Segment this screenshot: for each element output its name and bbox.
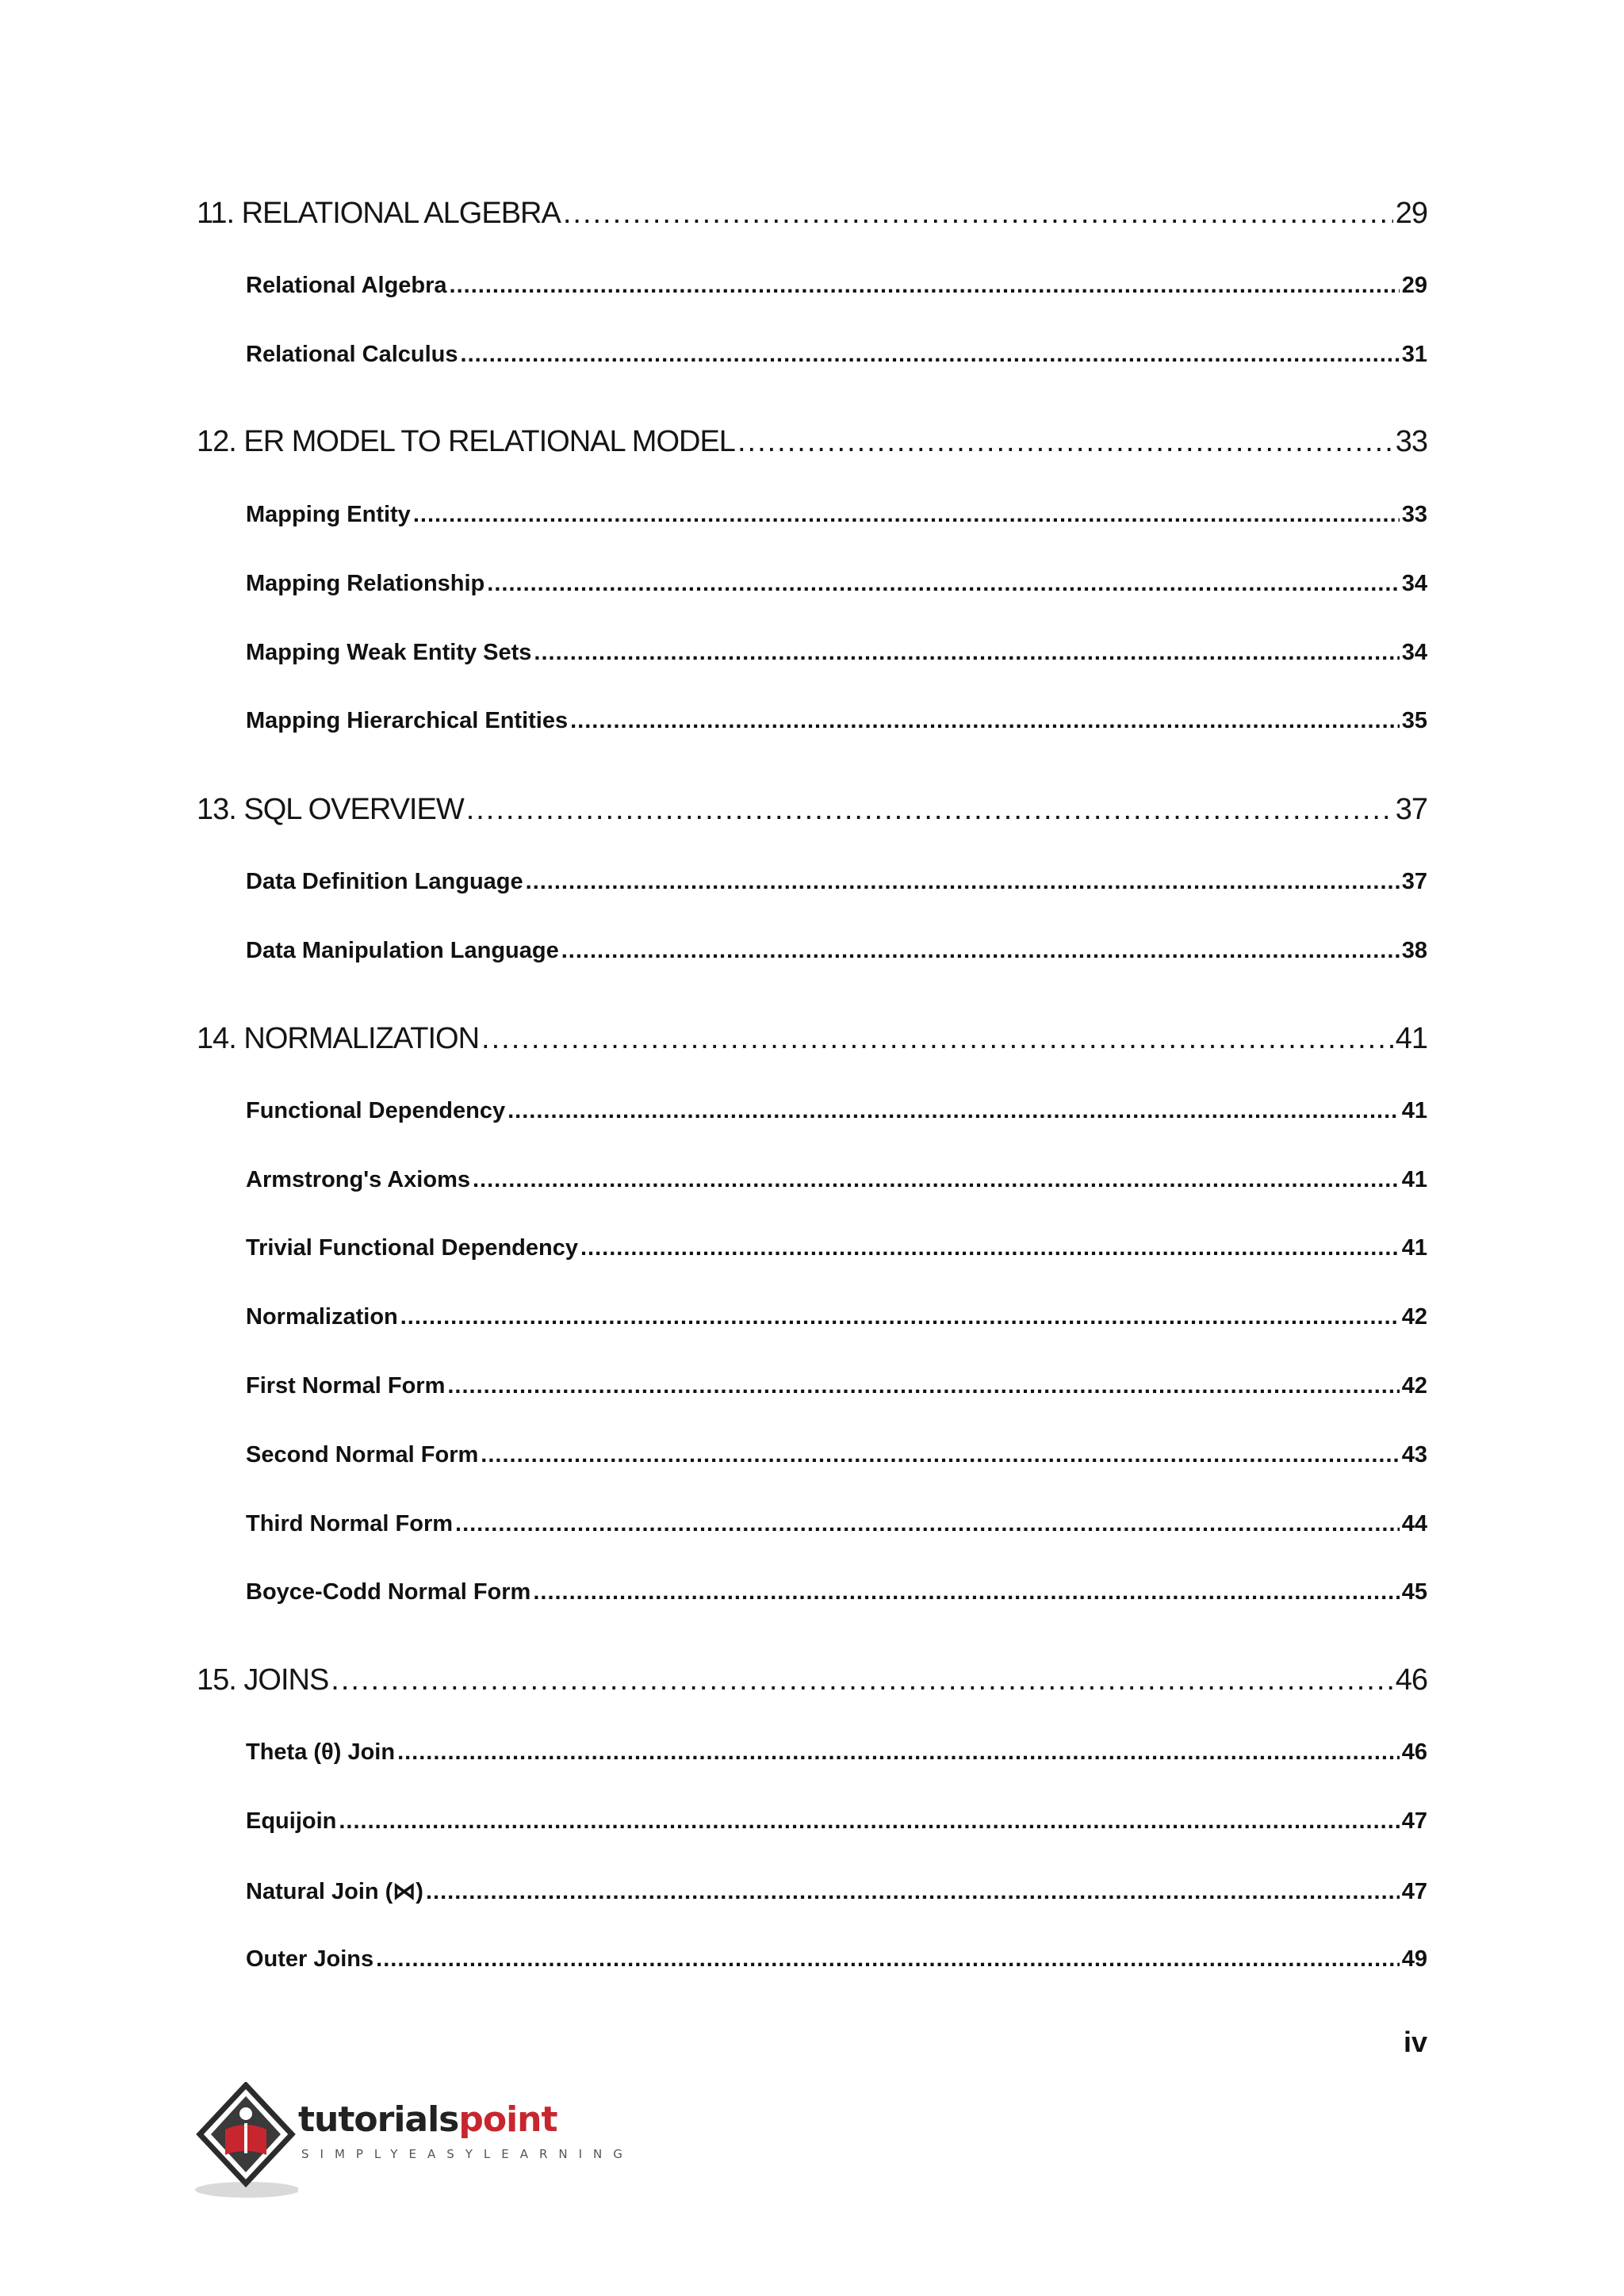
dot-leader bbox=[455, 1511, 1400, 1537]
toc-page-number: 33 bbox=[1395, 425, 1427, 458]
dot-leader bbox=[339, 1808, 1399, 1835]
toc-chapter[interactable] bbox=[197, 1022, 1427, 1056]
dot-leader bbox=[563, 197, 1393, 231]
toc-label: 14. NORMALIZATION bbox=[197, 1022, 480, 1055]
toc-section[interactable] bbox=[246, 273, 1427, 299]
toc-label: Normalization bbox=[246, 1304, 398, 1330]
toc-label: Mapping Weak Entity Sets bbox=[246, 640, 532, 665]
tutorialspoint-logo bbox=[193, 2082, 634, 2201]
toc-page-number: 33 bbox=[1401, 502, 1427, 527]
toc-section[interactable] bbox=[246, 869, 1427, 895]
toc-section[interactable] bbox=[246, 640, 1427, 666]
toc-label: Theta (θ) Join bbox=[246, 1739, 396, 1765]
toc-page-number: 29 bbox=[1395, 197, 1427, 230]
toc-label: Data Manipulation Language bbox=[246, 938, 559, 963]
toc-section[interactable] bbox=[246, 1167, 1427, 1193]
dot-leader bbox=[450, 273, 1400, 299]
toc-page-number: 45 bbox=[1401, 1579, 1427, 1605]
page-number: iv bbox=[1403, 2026, 1427, 2058]
toc-page-number: 38 bbox=[1401, 938, 1427, 963]
dot-leader bbox=[561, 938, 1400, 964]
dot-leader bbox=[397, 1739, 1400, 1766]
dot-leader bbox=[487, 571, 1399, 597]
toc-label: Relational Calculus bbox=[246, 342, 458, 367]
toc-page-number: 49 bbox=[1401, 1946, 1427, 1972]
toc-page-number: 29 bbox=[1401, 273, 1427, 298]
toc-label: Trivial Functional Dependency bbox=[246, 1235, 578, 1261]
dot-leader bbox=[481, 1442, 1399, 1468]
toc-chapter[interactable] bbox=[197, 197, 1427, 231]
toc-label: Second Normal Form bbox=[246, 1442, 479, 1468]
dot-leader bbox=[534, 640, 1399, 666]
logo-wordmark: tutorialspoint bbox=[298, 2099, 557, 2140]
toc-page-number: 41 bbox=[1395, 1022, 1427, 1055]
toc-label: Armstrong's Axioms bbox=[246, 1167, 470, 1192]
toc-section[interactable] bbox=[246, 1442, 1427, 1468]
toc-page-number: 35 bbox=[1401, 708, 1427, 733]
toc-chapter[interactable] bbox=[197, 425, 1427, 459]
dot-leader bbox=[526, 869, 1400, 895]
toc-label: First Normal Form bbox=[246, 1373, 446, 1399]
toc-label: Mapping Entity bbox=[246, 502, 411, 527]
toc-section[interactable] bbox=[246, 1877, 1427, 1905]
dot-leader bbox=[508, 1098, 1400, 1124]
logo-diamond-icon bbox=[193, 2082, 298, 2201]
dot-leader bbox=[737, 425, 1393, 459]
dot-leader bbox=[466, 793, 1393, 827]
toc-section[interactable] bbox=[246, 1304, 1427, 1330]
toc-page-number: 37 bbox=[1395, 793, 1427, 826]
toc-label: Equijoin bbox=[246, 1808, 337, 1834]
toc-page-number: 47 bbox=[1401, 1808, 1427, 1834]
toc-page-number: 42 bbox=[1401, 1304, 1427, 1330]
toc-chapter[interactable] bbox=[197, 1663, 1427, 1697]
toc-page-number: 41 bbox=[1401, 1098, 1427, 1123]
toc-section[interactable] bbox=[246, 938, 1427, 964]
dot-leader bbox=[426, 1879, 1400, 1905]
toc-page-number: 34 bbox=[1401, 640, 1427, 665]
dot-leader bbox=[331, 1663, 1392, 1697]
toc-section[interactable] bbox=[246, 1235, 1427, 1261]
toc-page-number: 42 bbox=[1401, 1373, 1427, 1399]
dot-leader bbox=[413, 502, 1400, 528]
toc-section[interactable] bbox=[246, 1739, 1427, 1766]
toc-page-number: 44 bbox=[1401, 1511, 1427, 1536]
toc-label: Natural Join (⋈) bbox=[246, 1879, 423, 1904]
toc-label: 12. ER MODEL TO RELATIONAL MODEL bbox=[197, 425, 735, 458]
toc-chapter[interactable] bbox=[197, 793, 1427, 827]
toc-label: Functional Dependency bbox=[246, 1098, 506, 1123]
toc-section[interactable] bbox=[246, 1579, 1427, 1605]
toc-label: 11. RELATIONAL ALGEBRA bbox=[197, 197, 561, 230]
toc-section[interactable] bbox=[246, 342, 1427, 368]
toc-section[interactable] bbox=[246, 1946, 1427, 1973]
dot-leader bbox=[533, 1579, 1399, 1605]
toc-page-number: 41 bbox=[1401, 1167, 1427, 1192]
toc-page-number: 43 bbox=[1401, 1442, 1427, 1468]
toc-section[interactable] bbox=[246, 1373, 1427, 1399]
toc-page-number: 41 bbox=[1401, 1235, 1427, 1261]
logo-tagline: SIMPLYEASYLEARNING bbox=[301, 2147, 634, 2161]
dot-leader bbox=[461, 342, 1400, 368]
toc-label: Third Normal Form bbox=[246, 1511, 454, 1536]
toc-page-number: 34 bbox=[1401, 571, 1427, 596]
toc-label: Relational Algebra bbox=[246, 273, 447, 298]
toc-section[interactable] bbox=[246, 1808, 1427, 1835]
dot-leader bbox=[580, 1235, 1400, 1261]
toc-label: Mapping Hierarchical Entities bbox=[246, 708, 569, 733]
toc-section[interactable] bbox=[246, 1511, 1427, 1537]
toc-section[interactable] bbox=[246, 571, 1427, 597]
dot-leader bbox=[481, 1022, 1393, 1056]
toc-page-number: 47 bbox=[1401, 1879, 1427, 1904]
toc-label: Data Definition Language bbox=[246, 869, 523, 894]
toc-label: 13. SQL OVERVIEW bbox=[197, 793, 464, 826]
dot-leader bbox=[447, 1373, 1399, 1399]
dot-leader bbox=[400, 1304, 1400, 1330]
toc-section[interactable] bbox=[246, 502, 1427, 528]
toc-page-number: 31 bbox=[1401, 342, 1427, 367]
dot-leader bbox=[376, 1946, 1400, 1973]
toc-label: 15. JOINS bbox=[197, 1663, 329, 1697]
toc-page-number: 46 bbox=[1401, 1739, 1427, 1765]
toc-section[interactable] bbox=[246, 1098, 1427, 1124]
toc-label: Mapping Relationship bbox=[246, 571, 485, 596]
toc-section[interactable] bbox=[246, 708, 1427, 734]
dot-leader bbox=[570, 708, 1400, 734]
toc-page-number: 46 bbox=[1395, 1663, 1427, 1697]
toc-label: Boyce-Codd Normal Form bbox=[246, 1579, 531, 1605]
dot-leader bbox=[473, 1167, 1400, 1193]
toc-label: Outer Joins bbox=[246, 1946, 374, 1972]
toc-page-number: 37 bbox=[1401, 869, 1427, 894]
